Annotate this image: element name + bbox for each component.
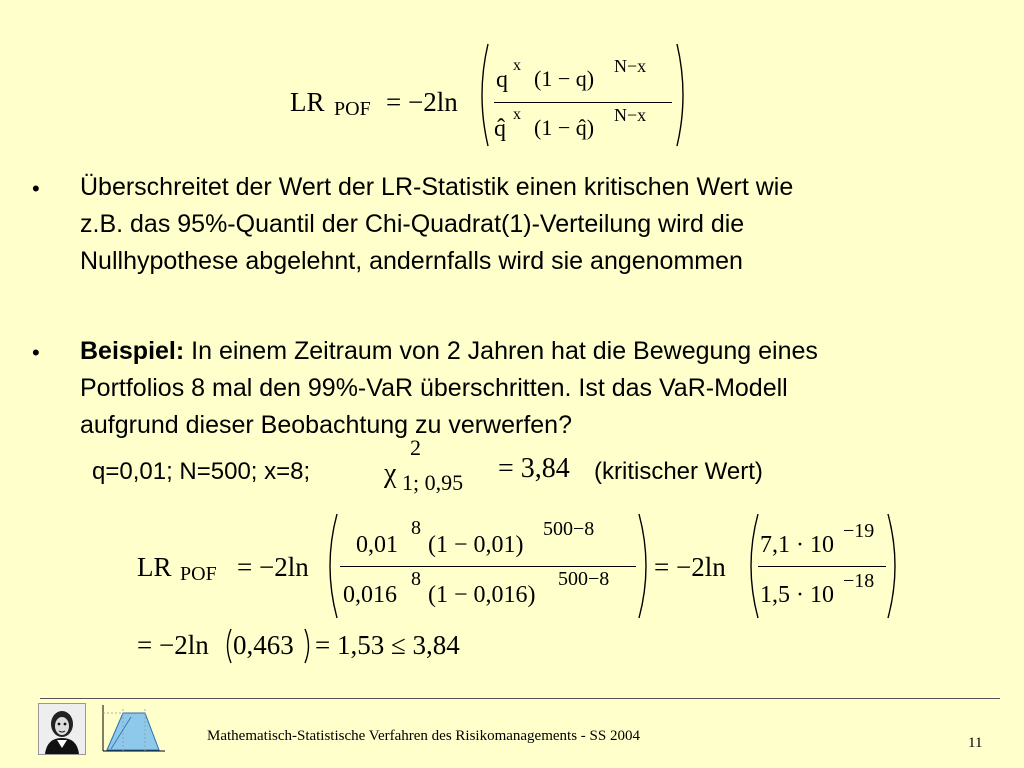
formula1-sub: POF [334, 98, 371, 120]
formula2-den-a: 0,016 [343, 582, 397, 608]
bullet1-text [80, 169, 793, 280]
bullet-icon: • [32, 176, 40, 201]
formula2-num-a: 0,01 [356, 532, 398, 558]
bullet2-line-1-rest: In einem Zeitraum von 2 Jahren hat die Bewegung eines [184, 337, 818, 365]
right-paren-icon [303, 627, 313, 665]
formula1-rhs-prefix: = −2ln [386, 87, 458, 117]
formula1-num-exp2: N−x [614, 56, 647, 76]
formula2-den-a-exp: 8 [411, 568, 421, 590]
bullet1-line-2: z.B. das 95%-Quantil der Chi-Quadrat(1)-Verteilung wird die [80, 210, 745, 238]
formula1-num-base2: (1 − q) [534, 66, 595, 91]
formula2-num-a-exp: 8 [411, 517, 421, 539]
formula1-num-base1: q [496, 67, 508, 93]
formula1-den-exp1: x [513, 106, 521, 123]
bullet2-line-2: Portfolios 8 mal den 99%-VaR überschritten. Ist das VaR-Modell [80, 374, 788, 402]
formula1-den-base1: q̂ [494, 116, 506, 142]
left-paren-icon [321, 512, 339, 620]
footer-course-title: Mathematisch-Statistische Verfahren des Risikomanagements - SS 2004 [207, 728, 640, 744]
left-paren-icon [223, 627, 233, 665]
formula3-result: = 1,53 ≤ 3,84 [315, 630, 460, 660]
bullet2-bold-label: Beispiel: [80, 337, 185, 365]
chi-superscript: 2 [410, 435, 421, 460]
bullet1-line-1: Überschreitet der Wert der LR-Statistik einen kritischen Wert wie [80, 173, 794, 201]
formula1-num-exp1: x [513, 57, 521, 74]
right-paren-icon [675, 42, 691, 148]
critical-value-note: (kritischer Wert) [594, 458, 763, 485]
formula2-sub: POF [180, 563, 217, 585]
bullet2-line-1 [80, 333, 818, 370]
trapezoid-chart-logo-icon [97, 703, 167, 753]
portrait-logo-icon [38, 703, 86, 755]
formula1-lhs: LR [290, 87, 325, 117]
formula3-arg: 0,463 [233, 630, 294, 660]
chi-subscript: 1; 0,95 [402, 470, 464, 495]
formula2-num-b: (1 − 0,01) [428, 532, 524, 558]
formula2-eq2: = −2ln [654, 552, 726, 582]
chi-value: = 3,84 [498, 453, 570, 484]
bullet2-line-3: aufgrund dieser Beobachtung zu verwerfen? [80, 411, 572, 439]
formula2-num-b-exp: 500−8 [543, 518, 595, 540]
formula1-den-base2: (1 − q̂) [534, 115, 595, 140]
bullet1-line-3: Nullhypothese abgelehnt, andernfalls wird sie angenommen [80, 247, 743, 275]
formula2-num-c: 7,1 · 10 [760, 532, 834, 558]
footer-divider [40, 698, 1000, 699]
params-text: q=0,01; N=500; x=8; [92, 458, 311, 485]
formula2-den-b-exp: 500−8 [558, 568, 610, 590]
bullet-icon: • [32, 340, 40, 365]
formula2-den-c-exp: −18 [843, 570, 875, 592]
right-paren-icon [637, 512, 655, 620]
formula3-prefix: = −2ln [137, 630, 209, 660]
right-paren-icon [886, 512, 904, 620]
formula2-num-c-exp: −19 [843, 520, 875, 542]
formula2-eq1: = −2ln [237, 552, 309, 582]
formula2-lhs: LR [137, 552, 172, 582]
formula1-fraction-bar [494, 102, 672, 103]
bullet2-text [80, 333, 818, 444]
formula2-fraction-bar-2 [758, 566, 886, 567]
chi-symbol: χ [384, 458, 397, 489]
formula2-den-b: (1 − 0,016) [428, 582, 536, 608]
formula2-den-c: 1,5 · 10 [760, 582, 834, 608]
left-paren-icon [474, 42, 490, 148]
page-number: 11 [968, 735, 983, 751]
formula1-den-exp2: N−x [614, 105, 647, 125]
